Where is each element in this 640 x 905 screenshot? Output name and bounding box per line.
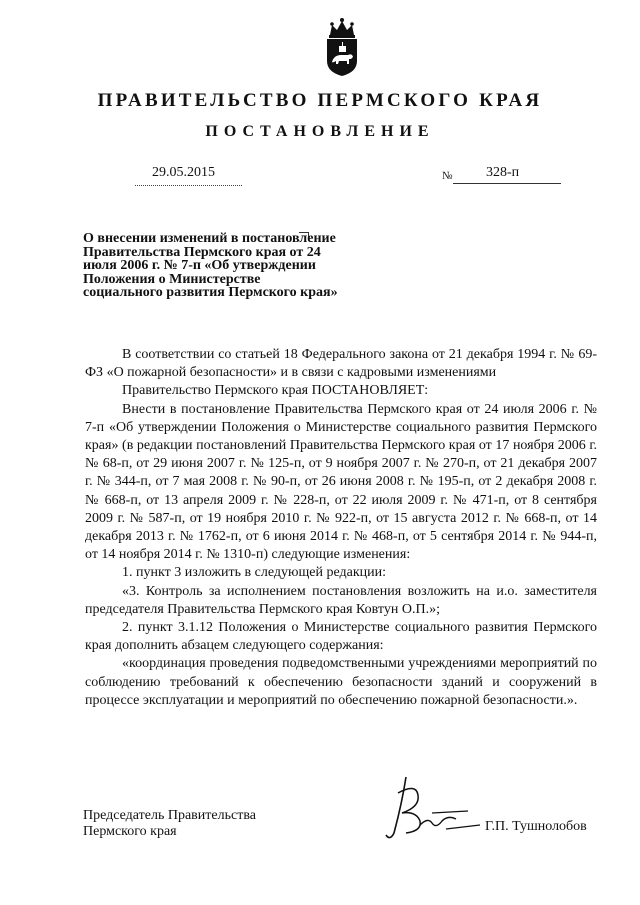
signer-position-line1: Председатель Правительства — [83, 808, 256, 823]
paragraph-preamble: В соответствии со статьей 18 Федерального закона от 21 декабря 1994 г. № 69-ФЗ «О пожарной безопасности» и в связи с кадровыми изменениями — [85, 347, 597, 381]
handwritten-signature-icon — [376, 773, 486, 845]
paragraph-resolves: Правительство Пермского края ПОСТАНОВЛЯЕТ: — [122, 383, 429, 399]
perm-krai-coat-of-arms-icon — [322, 15, 362, 77]
document-subject: О внесении изменений в постановление Правительства Пермского края от 24 июля 2006 г. № 7-п «Об утверждении Положения о Министерстве социального развития Пермского края» — [83, 231, 338, 300]
number-sign: № — [442, 170, 453, 182]
date-underline — [135, 185, 242, 187]
document-number: 328-п — [486, 165, 520, 180]
document-type: ПОСТАНОВЛЕНИЕ — [205, 123, 435, 140]
document-date: 29.05.2015 — [152, 165, 215, 180]
number-underline — [453, 183, 561, 184]
document-body — [85, 346, 597, 710]
paragraph-item-1: 1. пункт 3 изложить в следующей редакции: — [122, 565, 386, 581]
signer-name: Г.П. Тушнолобов — [485, 819, 587, 834]
signer-position — [83, 808, 256, 840]
paragraph-item-1-text: «3. Контроль за исполнением постановления возложить на и.о. заместителя председателя Правительства Пермского края Ковтун О.П.»; — [85, 583, 597, 617]
paragraph-item-2-text: «координация проведения подведомственными учреждениями мероприятий по соблюдению требований к обеспечению безопасности зданий и сооружений в процессе эксплуатации и мероприятий по обеспечению пожарной безопасности.». — [85, 656, 597, 708]
signer-position-line2: Пермского края — [83, 824, 177, 839]
paragraph-item-2: 2. пункт 3.1.12 Положения о Министерстве социального развития Пермского края дополнить абзацем следующего содержания: — [85, 620, 597, 654]
government-title: ПРАВИТЕЛЬСТВО ПЕРМСКОГО КРАЯ — [97, 90, 543, 111]
paragraph-amendments: Внести в постановление Правительства Пермского края от 24 июля 2006 г. № 7-п «Об утверждении Положения о Министерстве социального развития Пермского края» (в редакции постановлений Правительства Пермского края от 17 ноября 2006 г. № 68-п, от 29 июня 2007 г. № 125-п, от 9 ноября 2007 г. № 270-п, от 21 декабря 2007 г. № 344-п, от 7 мая 2008 г. № 90-п, от 26 июня 2008 г. № 195-п, от 2 декабря 2008 г. № 668-п, от 13 апреля 2009 г. № 228-п, от 22 июля 2009 г. № 471-п, от 8 сентября 2009 г. № 587-п, от 19 ноября 2010 г. № 922-п, от 15 августа 2012 г. № 668-п, от 14 декабря 2013 г. № 1762-п, от 6 июня 2014 г. № 468-п, от 5 сентября 2014 г. № 944-п, от 14 ноября 2014 г. № 1310-п) следующие изменения: — [85, 401, 597, 563]
